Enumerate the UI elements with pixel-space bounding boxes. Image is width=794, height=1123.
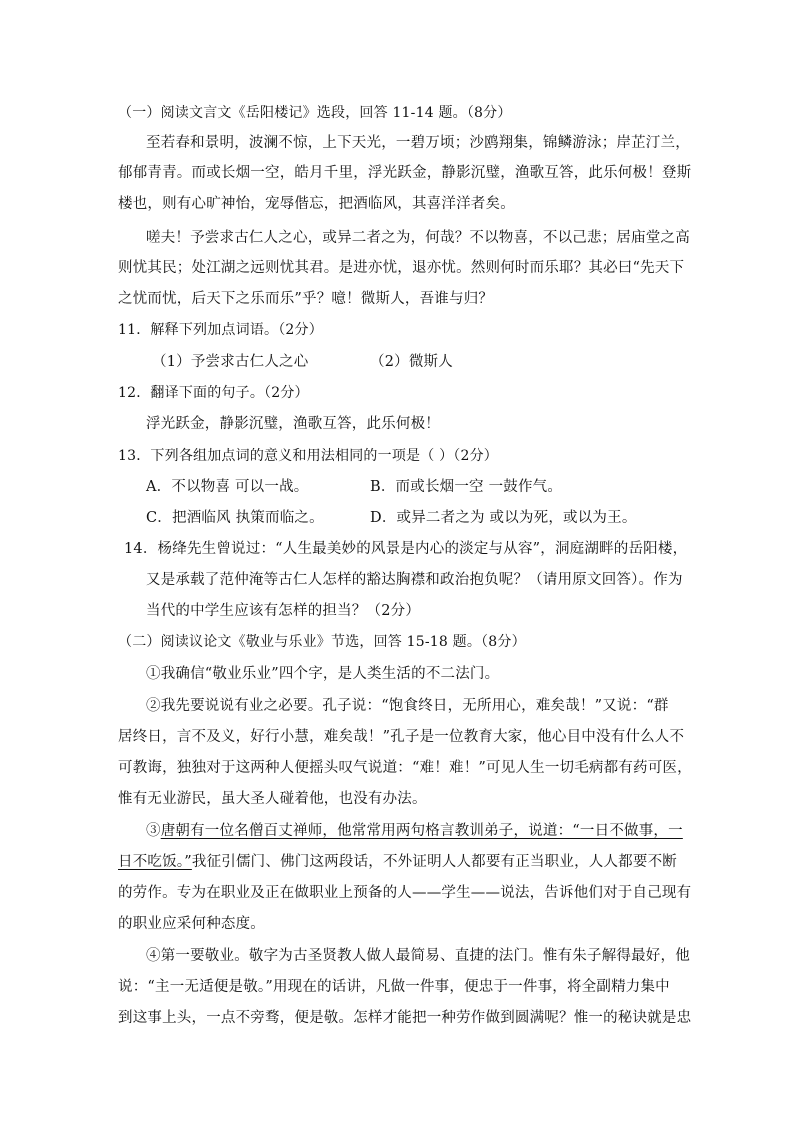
essay-paragraph-3-line: 的职业应采何种态度。 [118,916,265,932]
essay-paragraph-2-line: 惟有无业游民，虽大圣人碰着他，也没有办法。 [118,791,427,807]
underlined-quote: 唐朝有一位名僧百丈禅师，他常常用两句格言教训弟子，说道：“一日不做事，一 [160,823,683,839]
passage2-line: 嗟夫！予尝求古仁人之心，或异二者之为，何哉？不以物喜，不以己悲；居庙堂之高 [146,230,690,246]
question-13-option-b: B．而或长烟一空 一鼓作气。 [370,479,563,495]
essay-paragraph-1: ①我确信“敬业乐业”四个字，是人类生活的不二法门。 [146,666,500,682]
question-13-option-d: D．或异二者之为 或以为死，或以为王。 [370,510,637,526]
essay-paragraph-3-line [146,821,683,841]
question-14-line: 当代的中学生应该有怎样的担当？（2分） [146,603,421,619]
question-11-item-1: （1）予尝求古仁人之心 [152,354,309,370]
essay-paragraph-2-line: ②我先要说说有业之必要。孔子说：“饱食终日，无所用心，难矣哉！”又说：“群 [146,698,669,714]
essay-paragraph-4-line: 说：“主一无适便是敬。”用现在的话讲，凡做一件事，便忠于一件事，将全副精力集中 [118,979,670,995]
passage1-line: 郁郁青青。而或长烟一空，皓月千里，浮光跃金，静影沉璧，渔歌互答，此乐何极！登斯 [118,165,692,181]
question-11-item-2: （2）微斯人 [370,354,453,370]
paragraph-text: 我征引儒门、佛门这两段话，不外证明人人都要有正当职业，人人都要不断 [191,854,677,870]
passage1-line: 至若春和景明，波澜不惊，上下天光，一碧万顷；沙鸥翔集，锦鳞游泳；岸芷汀兰， [146,135,690,151]
essay-paragraph-2-line: 居终日，言不及义，好行小慧，难矣哉！”孔子是一位教育大家，他心目中没有什么人不 [118,729,685,745]
passage2-line: 之忧而忧，后天下之乐而乐”乎？噫！微斯人，吾谁与归？ [118,291,494,307]
question-13-stem: 13．下列各组加点词的意义和用法相同的一项是（ ）（2分） [118,448,498,464]
question-12-stem: 12．翻译下面的句子。（2分） [118,385,309,401]
essay-paragraph-3-line [118,852,677,872]
section1-heading: （一）阅读文言文《岳阳楼记》选段，回答 11-14 题。（8分） [118,105,512,121]
passage1-line: 楼也，则有心旷神怡，宠辱偕忘，把酒临风，其喜洋洋者矣。 [118,196,515,212]
passage2-line: 则忧其民；处江湖之远则忧其君。是进亦忧，退亦忧。然则何时而乐耶？其必曰“先天下 [118,260,685,276]
essay-paragraph-4-line: ④第一要敬业。敬字为古圣贤教人做人最简易、直捷的法门。惟有朱子解得最好，他 [146,948,690,964]
essay-paragraph-3-line: 的劳作。专为在职业及正在做职业上预备的人——学生——说法，告诉他们对于自己现有 [118,885,692,901]
question-12-sentence: 浮光跃金，静影沉璧，渔歌互答，此乐何极！ [146,416,440,432]
question-13-option-a: A．不以物喜 可以一战。 [146,479,309,495]
essay-paragraph-4-line: 到这事上头，一点不旁骛，便是敬。怎样才能把一种劳作做到圆满呢？惟一的秘诀就是忠 [118,1010,692,1026]
paragraph-number: ③ [146,823,161,839]
essay-paragraph-2-line: 可教诲，独独对于这两种人便摇头叹气说道：“难！难！”可见人生一切毛病都有药可医， [118,760,692,776]
underlined-quote: 日不吃饭。” [118,854,192,870]
question-11-stem: 11．解释下列加点词语。（2分） [118,322,323,338]
question-13-option-c: C．把酒临风 执策而临之。 [146,510,324,526]
section2-heading: （二）阅读议论文《敬业与乐业》节选，回答 15-18 题。（8分） [118,634,526,650]
question-14-line: 14．杨绛先生曾说过：“人生最美妙的风景是内心的淡定与从容”，洞庭湖畔的岳阳楼， [124,541,688,557]
question-14-line: 又是承载了范仲淹等古仁人怎样的豁达胸襟和政治抱负呢？（请用原文回答）。作为 [146,572,683,588]
